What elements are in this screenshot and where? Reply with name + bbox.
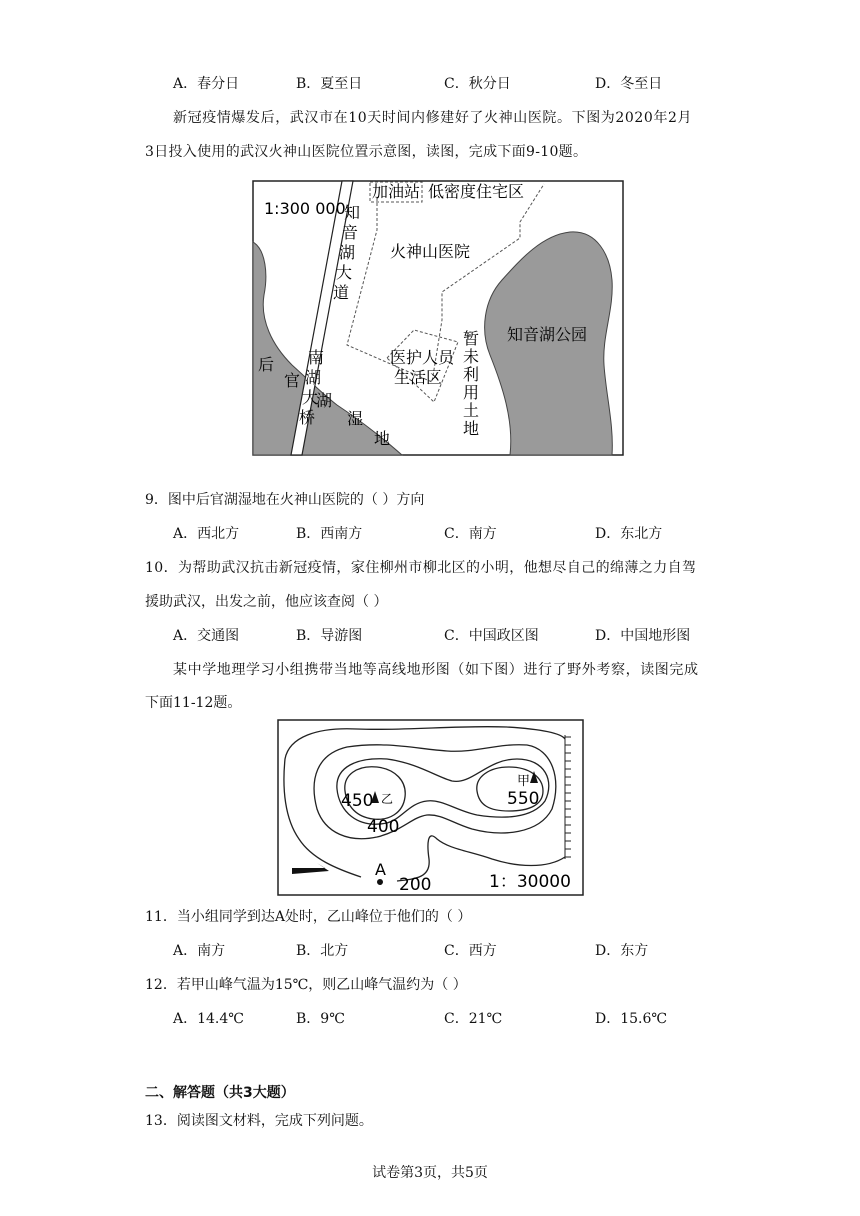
q8-option-b: B．夏至日 [296, 76, 363, 92]
q10-option-b: B．导游图 [296, 628, 363, 644]
peak-yi-label: 乙 [381, 792, 394, 806]
gas-station-label: 加油站 [372, 182, 421, 201]
q11-option-d: D．东方 [595, 943, 649, 959]
q9-option-d: D．东北方 [595, 526, 663, 542]
q9-stem: 9．图中后官湖湿地在火神山医院的（ ）方向 [145, 492, 425, 508]
staff-area-label-2: 生活区 [394, 368, 443, 387]
wetland-name-4: 湿 [347, 409, 364, 428]
bridge-name-2: 湖 [305, 368, 322, 387]
contour-label-450: 450 [341, 791, 374, 811]
q10-line1: 10．为帮助武汉抗击新冠疫情，家住柳州市柳北区的小明，他想尽自己的绵薄之力自驾 [145, 560, 697, 576]
q12-option-d: D．15.6℃ [595, 1011, 668, 1027]
q12-stem: 12．若甲山峰气温为15℃，则乙山峰气温约为（ ） [145, 977, 467, 993]
contour-map [277, 719, 584, 896]
road-name-3: 湖 [339, 243, 356, 262]
q8-option-d: D．冬至日 [595, 76, 663, 92]
q11-option-b: B．北方 [296, 943, 349, 959]
q12-option-b: B．9℃ [296, 1011, 345, 1027]
bridge-name-4: 桥 [299, 408, 316, 427]
q11-stem: 11．当小组同学到达A处时，乙山峰位于他们的（ ） [145, 909, 472, 925]
staff-area-label-1: 医护人员 [390, 348, 455, 367]
intro1-line1: 新冠疫情爆发后，武汉市在10天时间内修建好了火神山医院。下图为2020年2月 [173, 110, 693, 126]
q12-option-a: A．14.4℃ [173, 1011, 244, 1027]
q10-option-a: A．交通图 [173, 628, 240, 644]
peak-jia-label: 甲 [517, 774, 531, 789]
q11-option-c: C．西方 [444, 943, 497, 959]
road-name-4: 大 [336, 263, 353, 282]
q8-option-c: C．秋分日 [444, 76, 511, 92]
low-density-label: 低密度住宅区 [428, 182, 525, 201]
q10-option-d: D．中国地形图 [595, 628, 691, 644]
bridge-name-1: 南 [308, 348, 325, 367]
q10-line2: 援助武汉，出发之前，他应该查阅（ ） [145, 594, 388, 610]
q11-option-a: A．南方 [173, 943, 226, 959]
intro2-line2: 下面11-12题。 [145, 695, 242, 711]
wetland-name-2: 官 [284, 371, 301, 390]
bridge-name-3: 大 [302, 388, 319, 407]
wetland-name-5: 地 [374, 429, 391, 448]
section-title: 二、解答题（共3大题） [145, 1085, 295, 1101]
q9-option-a: A．西北方 [173, 526, 240, 542]
contour-label-200: 200 [399, 875, 432, 895]
road-name-5: 道 [333, 283, 350, 302]
point-a-marker [377, 879, 383, 885]
hospital-label: 火神山医院 [390, 242, 471, 261]
unused-land-label: 暂未利用土地 [460, 330, 480, 438]
map2-scale: 1：30000 [489, 872, 571, 892]
point-a-label: A [375, 860, 386, 879]
wetland-name-3: 湖 [316, 391, 333, 410]
map1-scale: 1:300 000 [264, 199, 346, 218]
q8-option-a: A．春分日 [173, 76, 240, 92]
intro1-line2: 3日投入使用的武汉火神山医院位置示意图，读图，完成下面9-10题。 [145, 144, 588, 160]
wetland-name-1: 后 [258, 355, 275, 374]
q10-option-c: C．中国政区图 [444, 628, 539, 644]
road-name-1: 知 [344, 203, 361, 222]
intro2-line1: 某中学地理学习小组携带当地等高线地形图（如下图）进行了野外考察，读图完成 [173, 662, 699, 678]
hospital-location-map [252, 180, 624, 456]
park-label: 知音湖公园 [507, 325, 588, 344]
contour-label-550: 550 [507, 789, 540, 809]
q9-option-b: B．西南方 [296, 526, 363, 542]
q9-option-c: C．南方 [444, 526, 497, 542]
q13-stem: 13．阅读图文材料，完成下列问题。 [145, 1113, 373, 1129]
contour-label-400: 400 [367, 817, 400, 837]
page-footer: 试卷第3页，共5页 [372, 1165, 488, 1181]
road-name-2: 音 [342, 223, 359, 242]
q12-option-c: C．21℃ [444, 1011, 503, 1027]
